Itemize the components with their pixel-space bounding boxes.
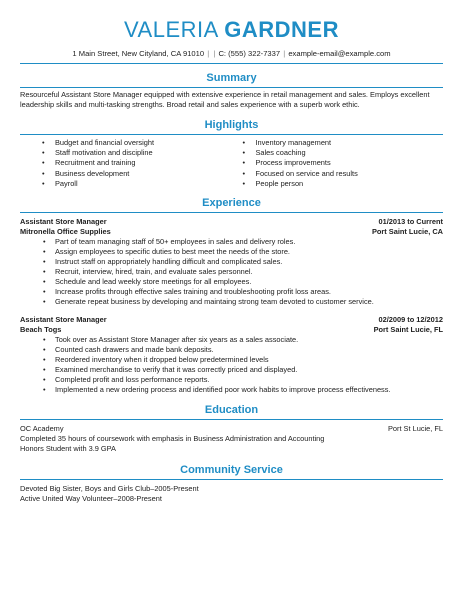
section-title-community-service: Community Service bbox=[180, 464, 283, 477]
duty-item: • Examined merchandise to verify that it was correctly priced and displayed. bbox=[43, 365, 443, 375]
highlight-item: • Focused on service and results bbox=[243, 169, 444, 179]
highlight-item: • Sales coaching bbox=[243, 148, 444, 158]
duty-item: • Took over as Assistant Store Manager after six years as a sales associate. bbox=[43, 335, 443, 345]
job-entry bbox=[20, 217, 443, 307]
divider bbox=[20, 63, 443, 64]
duty-item: • Increase profits through effective sales training and troubleshooting profit loss areas. bbox=[43, 287, 443, 297]
education-detail: Completed 35 hours of coursework with emphasis in Business Administration and Accounting bbox=[20, 434, 325, 444]
education-detail: Honors Student with 3.9 GPA bbox=[20, 444, 116, 454]
divider bbox=[20, 419, 443, 420]
duty-item: • Recruit, interview, hired, train, and evaluate sales personnel. bbox=[43, 267, 443, 277]
school-name: OC Academy bbox=[20, 424, 64, 434]
highlight-item: • Payroll bbox=[42, 179, 243, 189]
candidate-name bbox=[20, 0, 443, 43]
job-entry bbox=[20, 315, 443, 395]
company-name: Mitronella Office Supplies bbox=[20, 227, 111, 237]
highlight-item: • Staff motivation and discipline bbox=[42, 148, 243, 158]
separator: | bbox=[283, 49, 286, 58]
job-location: Port Saint Lucie, CA bbox=[371, 227, 443, 237]
job-title: Assistant Store Manager bbox=[20, 315, 107, 325]
highlight-item: • Business development bbox=[42, 169, 243, 179]
duty-item: • Counted cash drawers and made bank deposits. bbox=[43, 345, 443, 355]
duty-item: • Reordered inventory when it dropped below predetermined levels bbox=[43, 355, 443, 365]
job-company-row bbox=[20, 325, 443, 335]
duty-item: • Generate repeat business by developing and maintaing strong team devoted to customer service. bbox=[43, 297, 443, 307]
separator: | bbox=[213, 49, 216, 58]
duty-item: • Completed profit and loss performance reports. bbox=[43, 375, 443, 385]
job-title: Assistant Store Manager bbox=[20, 217, 107, 227]
summary-text: Resourceful Assistant Store Manager equipped with extensive experience in retail management and sales. Employs excellent leadership skills and multi-tasking strengths. Broad retail and sales experience with a superb work ethic. bbox=[20, 90, 430, 109]
cell-phone: C: (555) 322-7337 bbox=[218, 49, 281, 58]
highlight-item: • Recruitment and training bbox=[42, 158, 243, 168]
highlight-item: • People person bbox=[243, 179, 444, 189]
education-entry bbox=[20, 424, 443, 454]
highlight-item: • Budget and financial oversight bbox=[42, 138, 243, 148]
education-header bbox=[20, 424, 443, 434]
highlights-list bbox=[20, 138, 443, 189]
address: 1 Main Street, New Cityland, CA 91010 bbox=[72, 49, 205, 58]
duty-item: • Implemented a new ordering process and identified poor work habits to improve process effectiveness. bbox=[43, 385, 443, 395]
community-item: Active United Way Volunteer–2008-Present bbox=[20, 494, 162, 504]
job-duties bbox=[20, 237, 443, 307]
duty-item: • Part of team managing staff of 50+ employees in sales and delivery roles. bbox=[43, 237, 443, 247]
community-item: Devoted Big Sister, Boys and Girls Club–2005-Present bbox=[20, 484, 199, 494]
highlight-item: • Process improvements bbox=[243, 158, 444, 168]
job-header bbox=[20, 217, 443, 227]
divider bbox=[20, 479, 443, 480]
company-name: Beach Togs bbox=[20, 325, 62, 335]
job-dates: 01/2013 to Current bbox=[378, 217, 443, 227]
separator: | bbox=[207, 49, 210, 58]
duty-item: • Instruct staff on appropriately handling difficult and complicated sales. bbox=[43, 257, 443, 267]
last-name: GARDNER bbox=[224, 17, 339, 42]
contact-line bbox=[20, 49, 443, 59]
divider bbox=[20, 87, 443, 88]
school-location: Port St Lucie, FL bbox=[387, 424, 443, 434]
section-title-education: Education bbox=[204, 404, 259, 417]
first-name: VALERIA bbox=[124, 17, 218, 42]
job-company-row bbox=[20, 227, 443, 237]
section-title-highlights: Highlights bbox=[204, 119, 259, 131]
highlight-item: • Inventory management bbox=[243, 138, 444, 148]
section-title-summary: Summary bbox=[206, 72, 257, 84]
highlights-column-left bbox=[42, 138, 243, 189]
email: example-email@example.com bbox=[288, 49, 391, 58]
highlights-column-right bbox=[243, 138, 444, 189]
job-header bbox=[20, 315, 443, 325]
divider bbox=[20, 212, 443, 213]
duty-item: • Schedule and lead weekly store meetings for all employees. bbox=[43, 277, 443, 287]
community-entries bbox=[20, 484, 443, 504]
job-duties bbox=[20, 335, 443, 395]
job-location: Port Saint Lucie, FL bbox=[373, 325, 443, 335]
divider bbox=[20, 134, 443, 135]
section-title-experience: Experience bbox=[202, 197, 261, 210]
duty-item: • Assign employees to specific duties to best meet the needs of the store. bbox=[43, 247, 443, 257]
job-dates: 02/2009 to 12/2012 bbox=[378, 315, 443, 325]
